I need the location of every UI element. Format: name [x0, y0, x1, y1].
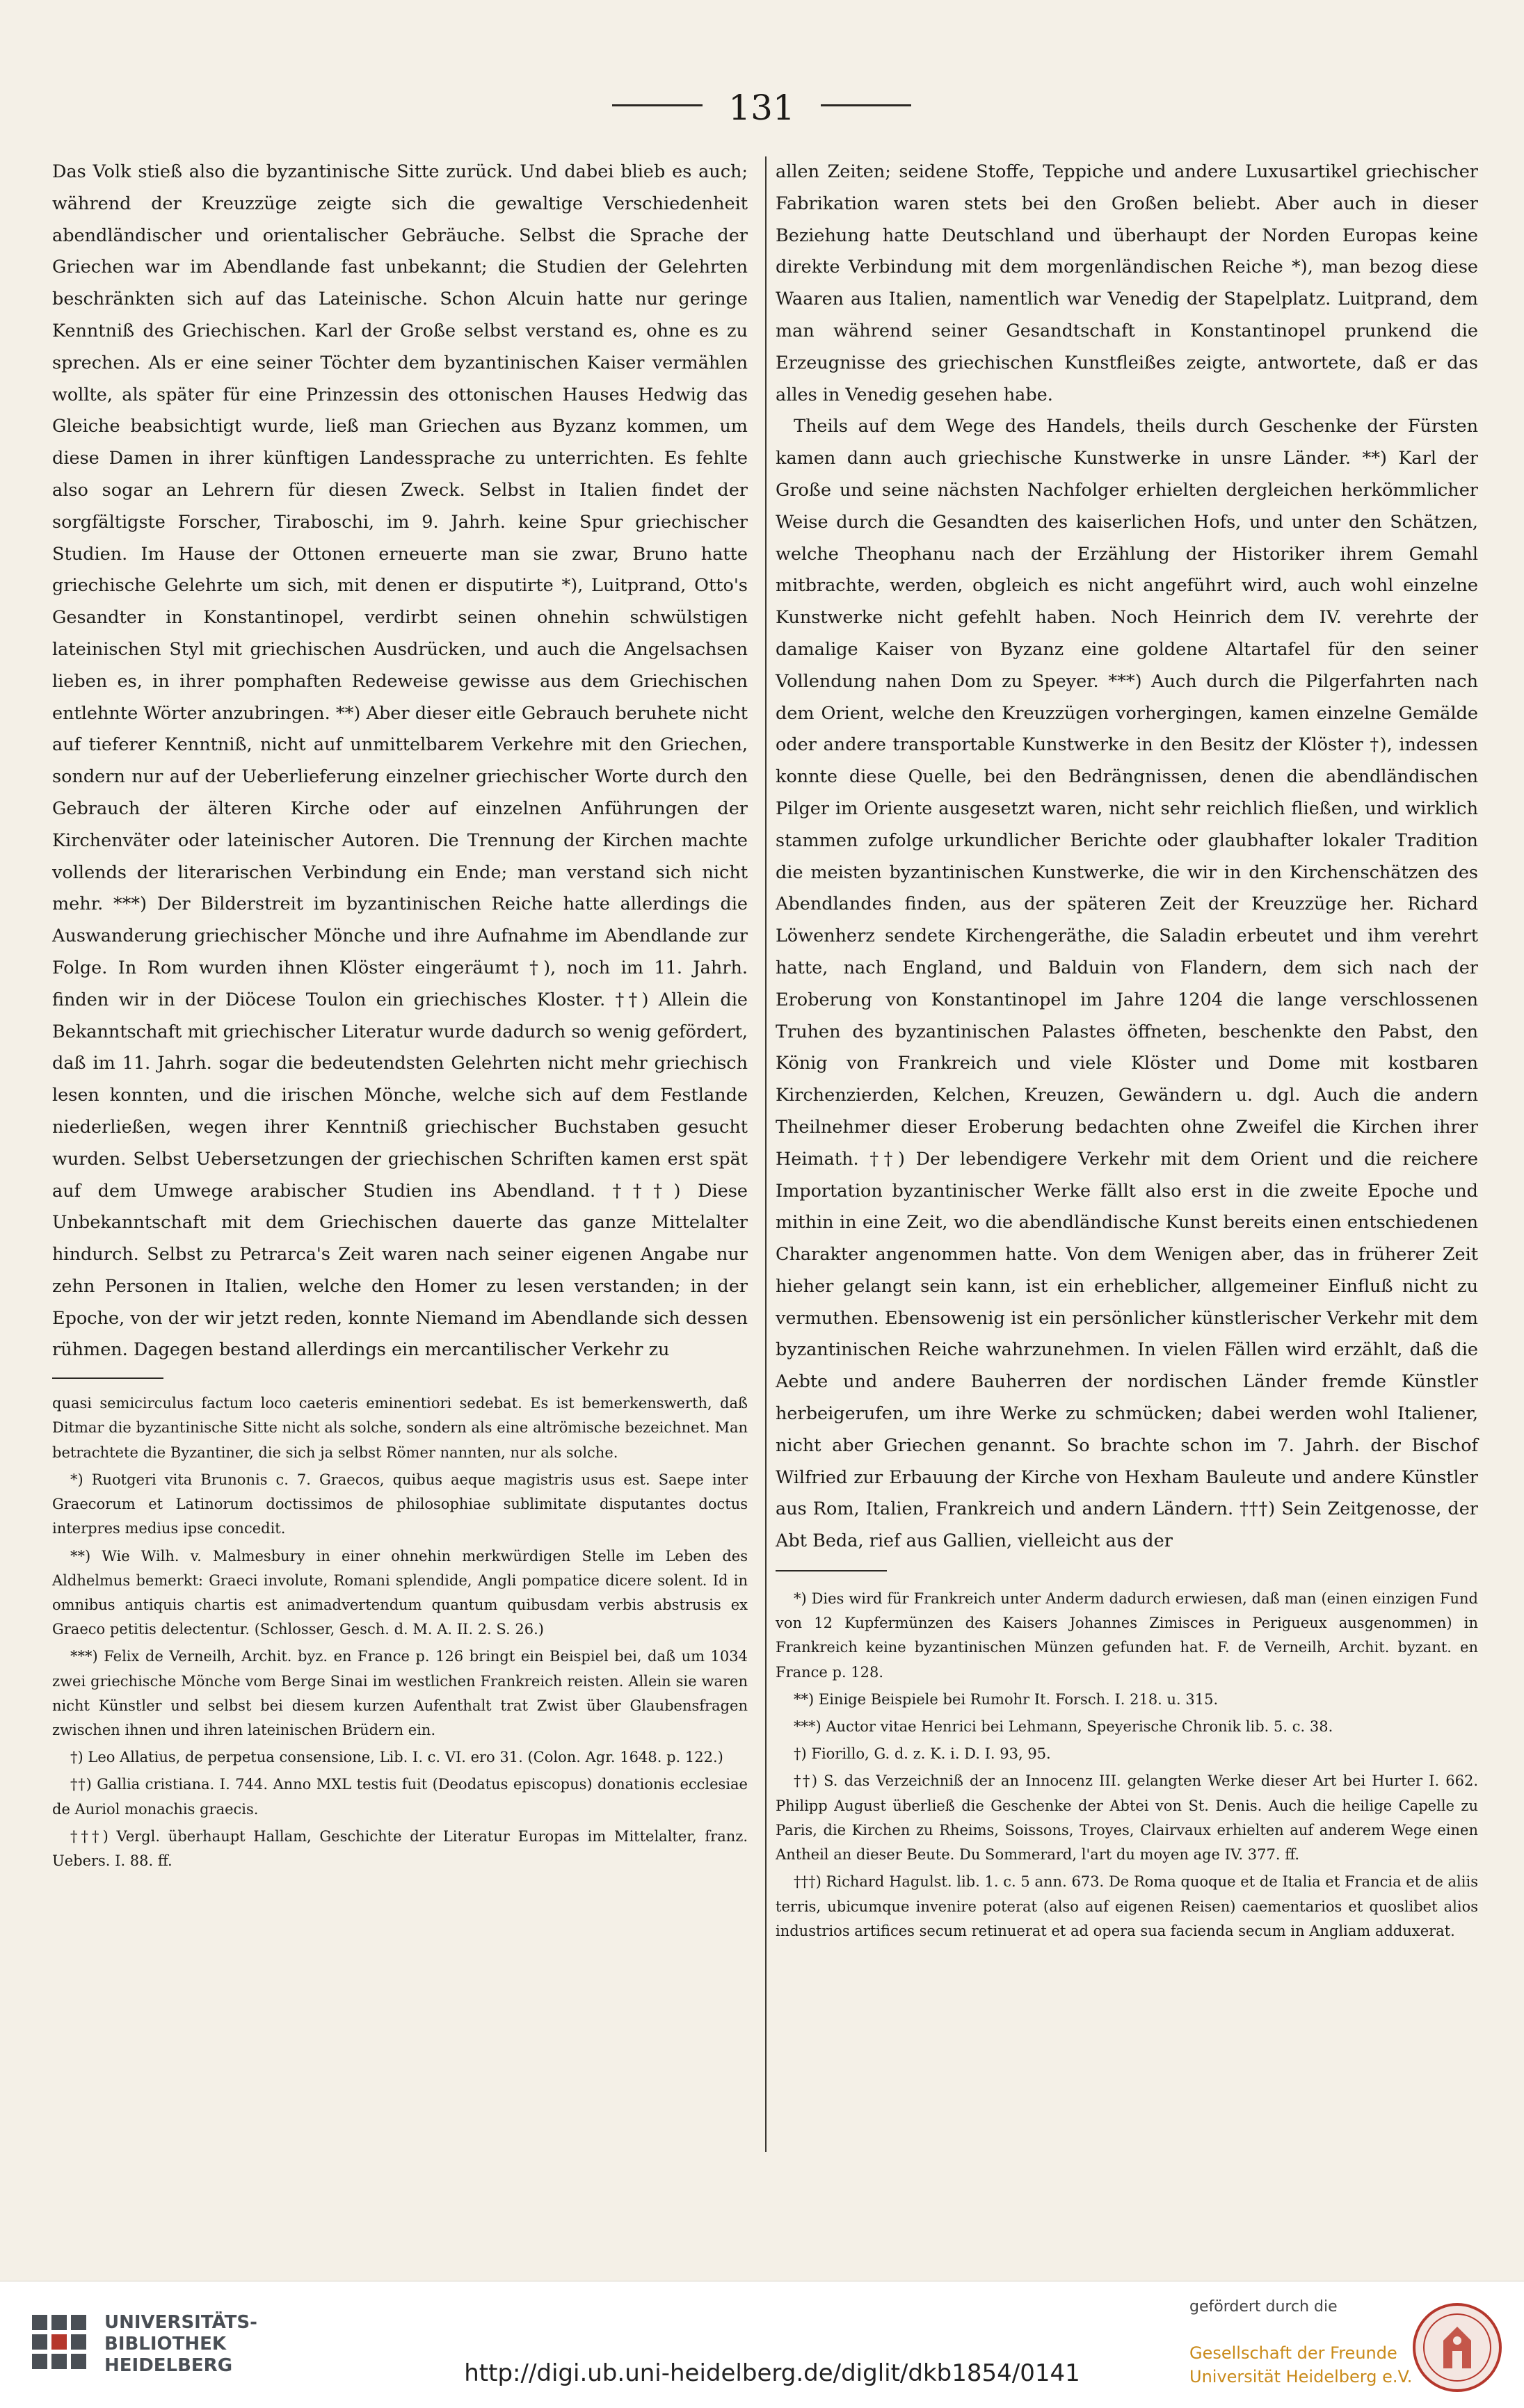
sponsor-label: gefördert durch die: [1189, 2298, 1338, 2316]
left-footnote-2: **) Wie Wilh. v. Malmesbury in einer ohnehin merkwürdigen Stelle im Leben des Aldhelmus bemerkt: Graeci involute, Romani splendide, Angli pompatice dicere solent. Id in omnibus antiquis chartis est animadvertendum quantum quibusdam verbis abstrusis ex Graeco petitis delectentur. (Schlosser, Gesch. d. M. A. II. 2. S. 26.): [52, 1547, 748, 1638]
permalink-url[interactable]: http://digi.ub.uni-heidelberg.de/diglit/dkb1854/0141: [464, 2359, 1080, 2387]
digitization-footer: [0, 2281, 1524, 2408]
library-name-line-3: HEIDELBERG: [104, 2355, 233, 2376]
sponsor-name-line-2: Universität Heidelberg e.V.: [1189, 2367, 1413, 2386]
left-column-body: Das Volk stieß also die byzantinische Sitte zurück. Und dabei blieb es auch; während der Kreuzzüge zeigte sich die gewaltige Verschiedenheit abendländischer und orientalischer Gebräuche. Selbst die Sprache der Griechen war im Abendlande fast unbekannt; die Studien der Gelehrten beschränkten sich auf das Lateinische. Schon Alcuin hatte nur geringe Kenntniß des Griechischen. Karl der Große selbst verstand es, ohne es zu sprechen. Als er eine seiner Töchter dem byzantinischen Kaiser vermählen wollte, als später für eine Prinzessin des ottonischen Hauses Hedwig das Gleiche beabsichtigt wurde, ließ man Griechen aus Byzanz kommen, um diese Damen in ihrer künftigen Landessprache zu unterrichten. Es fehlte also sogar an Lehrern für diesen Zweck. Selbst in Italien findet der sorgfältigste Forscher, Tiraboschi, im 9. Jahrh. keine Spur griechischer Studien. Im Hause der Ottonen erneuerte man sie zwar, Bruno hatte griechische Gelehrte um sich, mit denen er disputirte *), Luitprand, Otto's Gesandter in Konstantinopel, verdirbt seinen ohnehin schwülstigen lateinischen Styl mit griechischen Ausdrücken, und auch die Angelsachsen lieben es, in ihrer pomphaften Redeweise gewisse aus dem Griechischen entlehnte Wörter anzubringen. **) Aber dieser eitle Gebrauch beruhete nicht auf tieferer Kenntniß, nicht auf unmittelbarem Verkehre mit den Griechen, sondern nur auf der Ueberlieferung einzelner griechischer Worte durch den Gebrauch der älteren Kirche oder auf einzelnen Anführungen der Kirchenväter oder lateinischer Autoren. Die Trennung der Kirchen machte vollends der literarischen Verbindung ein Ende; man verstand sich nicht mehr. ***) Der Bilderstreit im byzantinischen Reiche hatte allerdings die Auswanderung griechischer Mönche und ihre Aufnahme im Abendlande zur Folge. In Rom wurden ihnen Klöster eingeräumt †), noch im 11. Jahrh. finden wir in der Diöcese Toulon ein griechisches Kloster. ††) Allein die Bekanntschaft mit griechischer Literatur wurde dadurch so wenig gefördert, daß im 11. Jahrh. sogar die bedeutendsten Gelehrten nicht mehr griechisch lesen konnten, und die irischen Mönche, welche sich auf dem Festlande niederließen, wegen ihrer Kenntniß griechischer Buchstaben gesucht wurden. Selbst Uebersetzungen der griechischen Schriften kamen erst spät auf dem Umwege arabischer Studien ins Abendland. †††) Diese Unbekanntschaft mit dem Griechischen dauerte das ganze Mittelalter hindurch. Selbst zu Petrarca's Zeit waren nach seiner eigenen Angabe nur zehn Personen in Italien, welche den Homer zu lesen verstanden; in der Epoche, von der wir jetzt reden, konnte Niemand im Abendlande sich dessen rühmen. Dagegen bestand allerdings ein mercantilischer Verkehr zu: [52, 161, 748, 1361]
right-footnote-3: ***) Auctor vitae Henrici bei Lehmann, Speyerische Chronik lib. 5. c. 38.: [794, 1718, 1333, 1736]
university-library-logo-icon: [28, 2311, 90, 2373]
left-footnote-6: †††) Vergl. überhaupt Hallam, Geschichte der Literatur Europas im Mittelalter, franz. Uebers. I. 88. ff.: [52, 1827, 748, 1869]
right-footnote-6: †††) Richard Hagulst. lib. 1. c. 5 ann. 673. De Roma quoque et de Italia et Francia et de aliis terris, ubicumque invenire poterat (also auf eigenen Reisen) caementarios et quoslibet alios industrios artifices secum retinuerat et ad opera sua facienda secum in Angliam adduxerat.: [776, 1873, 1478, 1939]
right-column-body: allen Zeiten; seidene Stoffe, Teppiche und andere Luxusartikel griechischer Fabrikation waren stets bei den Großen beliebt. Aber auch in dieser Beziehung hatte Deutschland und überhaupt der Norden Europas keine direkte Verbindung mit dem morgenländischen Reiche *), man bezog diese Waaren aus Italien, namentlich war Venedig der Stapelplatz. Luitprand, dem man während seiner Gesandtschaft in Konstantinopel prunkend die Erzeugnisse des griechischen Kunstfleißes zeigte, antwortete, daß er das alles in Venedig gesehen habe.: [776, 161, 1478, 405]
right-footnote-4: †) Fiorillo, G. d. z. K. i. D. I. 93, 95.: [794, 1745, 1051, 1763]
university-seal-icon: [1412, 2302, 1502, 2393]
right-footnote-2: **) Einige Beispiele bei Rumohr It. Forsch. I. 218. u. 315.: [794, 1690, 1219, 1708]
right-footnote-5: ††) S. das Verzeichniß der an Innocenz III. gelangten Werke dieser Art bei Hurter I. 662. Philipp August überließ die Geschenke der Abtei von St. Denis. Auch die heilige Capelle zu Paris, die Kirchen zu Rheims, Soissons, Troyes, Clairvaux erhielten auf anderem Wege einen Antheil an dieser Beute. Du Sommerard, l'art du moyen age IV. 377. ff.: [776, 1772, 1478, 1864]
sponsor-name-line-1: Gesellschaft der Freunde: [1189, 2343, 1397, 2363]
library-name-line-1: UNIVERSITÄTS-: [104, 2312, 257, 2333]
left-footnote-3: ***) Felix de Verneilh, Archit. byz. en France p. 126 bringt ein Beispiel bei, daß um 1034 zwei griechische Mönche vom Berge Sinai im westlichen Frankreich reisten. Allein sie waren nicht Künstler und selbst bei diesem kurzen Aufenthalt trat Zwist über Glaubensfragen zwischen ihnen und ihren lateinischen Brüdern ein.: [52, 1648, 748, 1738]
page-number: 131: [728, 88, 795, 128]
page-number-rule-right: [821, 104, 911, 106]
left-footnote-1: *) Ruotgeri vita Brunonis c. 7. Graecos, quibus aeque magistris usus est. Saepe inter Graecorum et Latinorum doctissimos de philosophiae sublimitate disputantes doctus interpres medius ipse concedit.: [52, 1471, 748, 1537]
left-footnote-continuation: quasi semicirculus factum loco caeteris eminentiori sedebat. Es ist bemerkenswerth, daß Ditmar die byzantinische Sitte nicht als solche, sondern als eine altrömische bezeichnet. Man betrachtete die Byzantiner, die sich ja selbst Römer nannten, nur als solche.: [52, 1395, 748, 1461]
library-name: [104, 2312, 257, 2377]
sponsor-name: [1189, 2341, 1412, 2389]
left-footnote-4: †) Leo Allatius, de perpetua consensione, Lib. I. c. VI. ero 31. (Colon. Agr. 1648. p. 122.): [70, 1749, 723, 1766]
right-column: [776, 156, 1478, 1944]
library-name-line-2: BIBLIOTHEK: [104, 2334, 227, 2354]
column-divider: [765, 156, 767, 2152]
left-footnote-rule: [52, 1377, 163, 1379]
page-number-rule-left: [612, 104, 703, 106]
right-column-body-2: Theils auf dem Wege des Handels, theils durch Geschenke der Fürsten kamen dann auch griechische Kunstwerke in unsre Länder. **) Karl der Große und seine nächsten Nachfolger erhielten dergleichen herkömmlicher Weise durch die Gesandten des kaiserlichen Hofs, und unter den Schätzen, welche Theophanu nach der Erzählung der Historiker ihrem Gemahl mitbrachte, werden, obgleich es nicht angeführt wird, auch wohl einzelne Kunstwerke nicht gefehlt haben. Noch Heinrich dem IV. verehrte der damalige Kaiser von Byzanz eine goldene Altartafel für den seiner Vollendung nahen Dom zu Speyer. ***) Auch durch die Pilgerfahrten nach dem Orient, welche den Kreuzzügen vorhergingen, kamen einzelne Gemälde oder andere transportable Kunstwerke in den Besitz der Klöster †), indessen konnte diese Quelle, bei den Bedrängnissen, denen die abendländischen Pilger im Oriente ausgesetzt waren, nicht sehr reichlich fließen, und wirklich stammen zufolge urkundlicher Berichte oder glaubhafter lokaler Tradition die meisten byzantinischen Kunstwerke, die wir in den Kirchenschätzen des Abendlandes finden, aus der späteren Zeit der Kreuzzüge her. Richard Löwenherz sendete Kirchengeräthe, die Saladin erbeutet und ihm verehrt hatte, nach England, und Balduin von Flandern, dem sich nach der Eroberung von Konstantinopel im Jahre 1204 die lange verschlossenen Truhen des byzantinischen Palastes öffneten, beschenkte den Pabst, den König von Frankreich und viele Klöster und Dome mit kostbaren Kirchenzierden, Kelchen, Kreuzen, Gewändern u. dgl. Auch die andern Theilnehmer dieser Eroberung bedachten ohne Zweifel die Kirchen ihrer Heimath. ††) Der lebendigere Verkehr mit dem Orient und die reichere Importation byzantinischer Werke fällt also erst in die zweite Epoche und mithin in eine Zeit, wo die abendländische Kunst bereits einen entschiedenen Charakter angenommen hatte. Von dem Wenigen aber, das in früherer Zeit hieher gelangt sein kann, ist ein erheblicher, allgemeiner Einfluß nicht zu vermuthen. Ebensowenig ist ein persönlicher künstlerischer Verkehr mit dem byzantinischen Reiche wahrzunehmen. In vielen Fällen wird erzählt, daß die Aebte und andere Bauherren der nordischen Länder fremde Künstler herbeigerufen, um ihre Werke zu schmücken; dabei werden wohl Italiener, nicht aber Griechen genannt. So brachte schon im 7. Jahrh. der Bischof Wilfried zur Erbauung der Kirche von Hexham Bauleute und andere Künstler aus Rom, Italien, Frankreich und andern Ländern. †††) Sein Zeitgenosse, der Abt Beda, rief aus Gallien, vielleicht aus der: [776, 416, 1478, 1552]
right-footnote-rule: [776, 1570, 887, 1571]
left-column: [52, 156, 748, 1873]
right-footnote-1: *) Dies wird für Frankreich unter Anderm dadurch erwiesen, daß man (einen einzigen Fund von 12 Kupfermünzen des Kaisers Johannes Zimisces in Perigueux ausgenommen) in Frankreich keine byzantinischen Münzen gefunden hat. F. de Verneilh, Archit. byzant. en France p. 128.: [776, 1590, 1478, 1681]
left-footnote-5: ††) Gallia cristiana. I. 744. Anno MXL testis fuit (Deodatus episcopus) donationis ecclesiae de Auriol monachis graecis.: [52, 1776, 748, 1818]
